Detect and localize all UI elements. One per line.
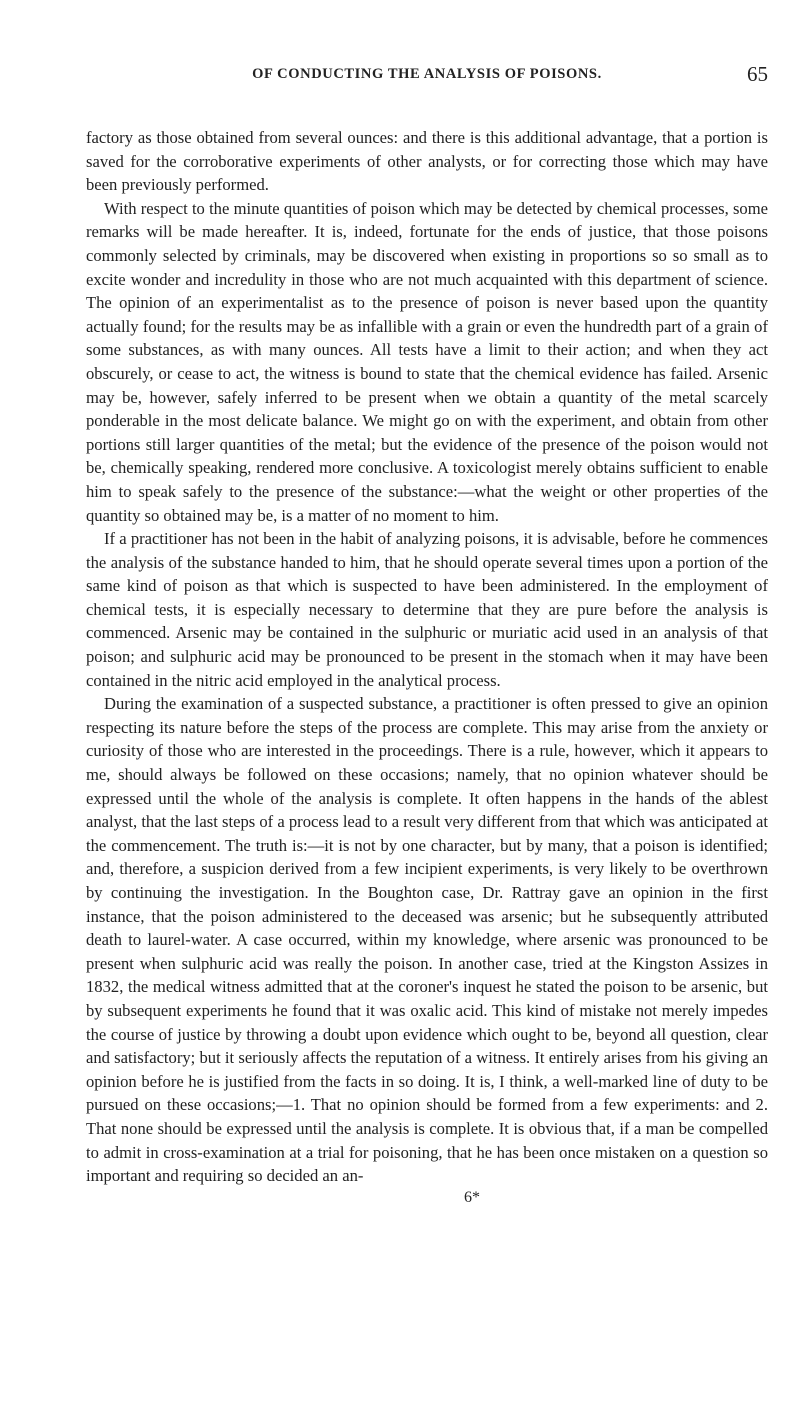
running-title: OF CONDUCTING THE ANALYSIS OF POISONS.	[252, 66, 602, 82]
body-text	[86, 126, 768, 1188]
running-head	[86, 62, 768, 88]
paragraph-practitioner-habit: If a practitioner has not been in the habit of analyzing poisons, it is advisable, before he commences the analysis of the substance handed to him, that he should operate several times upon a portion of the same kind of poison as that which is suspected to have been administered. In the employment of chemical tests, it is especially necessary to determine that they are pure before the analysis is commenced. Arsenic may be contained in the sulphuric or muriatic acid used in an analysis of that poison; and sulphuric acid may be pronounced to be present in the stomach when it may have been contained in the nitric acid employed in the analytical process.	[86, 529, 768, 690]
signature-mark: 6*	[464, 1188, 480, 1206]
page-number: 65	[747, 62, 768, 86]
paragraph-continuation: factory as those obtained from several ounces: and there is this additional advantage, that a portion is saved for the corroborative experiments of other analysts, or for correcting those which may have been previously performed.	[86, 128, 768, 195]
paragraph-minute-quantities: With respect to the minute quantities of poison which may be detected by chemical processes, some remarks will be made hereafter. It is, indeed, fortunate for the ends of justice, that those poisons commonly selected by criminals, may be discovered when existing in proportions so so small as to excite wonder and incredulity in those who are not much acquainted with this department of science. The opinion of an experimentalist as to the presence of poison is never based upon the quantity actually found; for the results may be as infallible with a grain or even the hundredth part of a grain of some substances, as with many ounces. All tests have a limit to their action; and when they act obscurely, or cease to act, the witness is bound to state that the chemical evidence has failed. Arsenic may be, however, safely inferred to be present when we obtain a quantity of the metal scarcely ponderable in the most delicate balance. We might go on with the experiment, and obtain from other portions still larger quantities of the metal; but the evidence of the presence of the poison would not be, chemically speaking, rendered more conclusive. A toxicologist merely obtains sufficient to enable him to speak safely to the presence of the substance:—what the weight or other properties of the quantity so obtained may be, is a matter of no moment to him.	[86, 198, 768, 525]
paragraph-examination-opinion: During the examination of a suspected substance, a practitioner is often pressed to give an opinion respecting its nature before the steps of the process are complete. This may arise from the anxiety or curiosity of those who are interested in the proceedings. There is a rule, however, which it appears to me, should always be followed on these occasions; namely, that no opinion whatever should be expressed until the whole of the analysis is complete. It often happens in the hands of the ablest analyst, that the last steps of a process lead to a result very different from that which was anticipated at the commencement. The truth is:—it is not by one character, but by many, that a poison is identified; and, therefore, a suspicion derived from a few incipient experiments, is very likely to be overthrown by continuing the investigation. In the Boughton case, Dr. Rattray gave an opinion in the first instance, that the poison administered to the deceased was arsenic; but he subsequently attributed death to laurel-water. A case occurred, within my knowledge, where arsenic was pronounced to be present when sulphuric acid was really the poison. In another case, tried at the Kingston Assizes in 1832, the medical witness admitted that at the coroner's inquest he stated the poison to be arsenic, but by subsequent experiments he found that it was oxalic acid. This kind of mistake not merely impedes the course of justice by throwing a doubt upon evidence which ought to be, beyond all question, clear and satisfactory; but it seriously affects the reputation of a witness. It entirely arises from his giving an opinion before he is justified from the facts in so doing. It is, I think, a well-marked line of duty to be pursued on these occasions;—1. That no opinion should be formed from a few experiments: and 2. That none should be expressed until the analysis is complete. It is obvious that, if a man be compelled to admit in cross-examination at a trial for poisoning, that he has been once mistaken on a question so important and requiring so decided an an-	[86, 694, 768, 1186]
book-page	[86, 62, 768, 1402]
